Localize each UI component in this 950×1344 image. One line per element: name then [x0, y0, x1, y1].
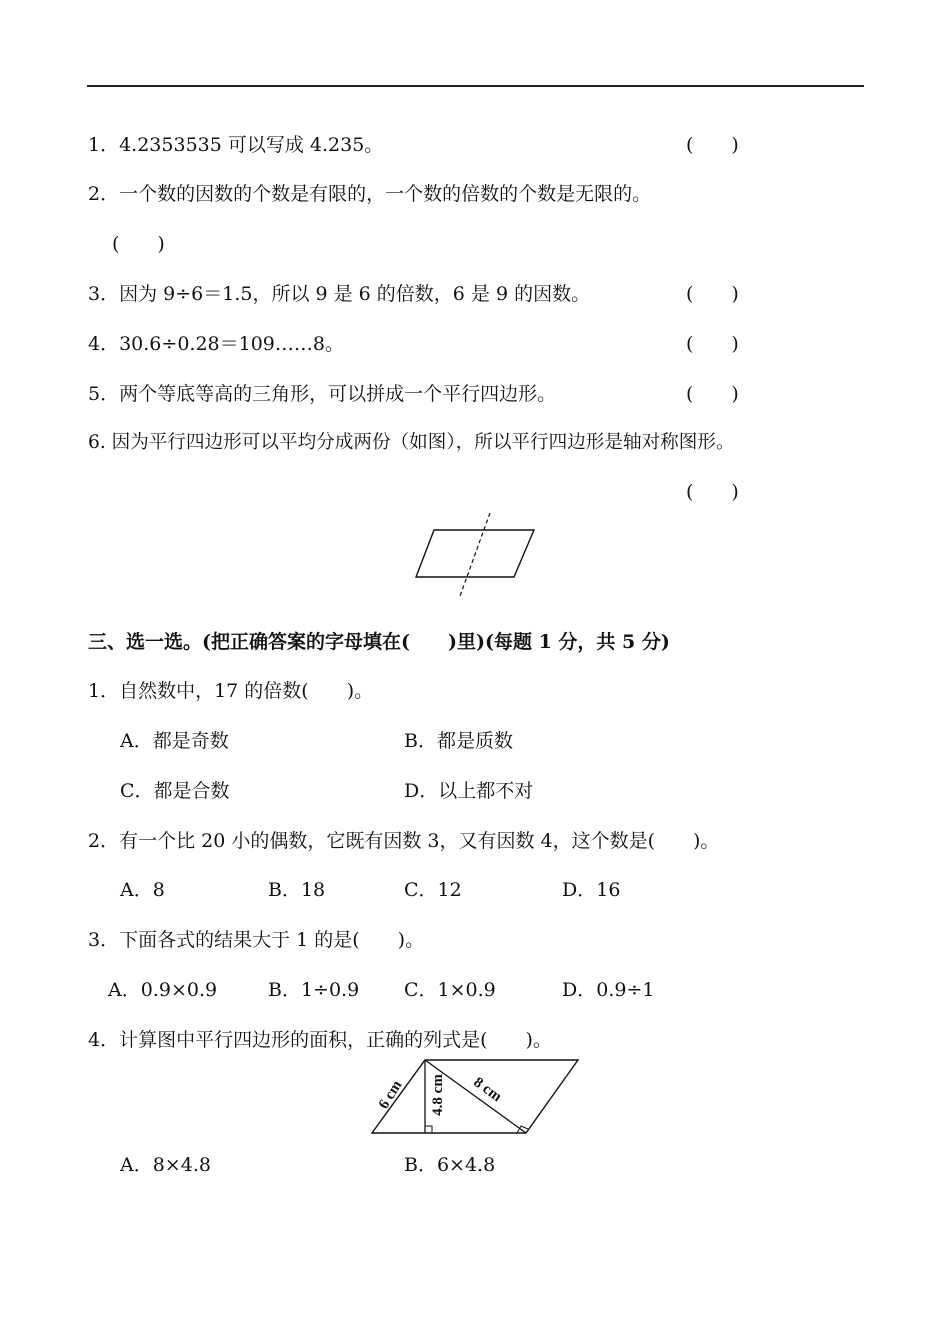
question-2: 2．有一个比 20 小的偶数，它既有因数 3，又有因数 4，这个数是( )。 [88, 830, 720, 852]
q4-option-a[interactable]: A．8×4.8 [120, 1154, 211, 1176]
section-3-title: 三、选一选。(把正确答案的字母填在( )里)(每题 1 分，共 5 分) [88, 631, 670, 653]
q2-option-b[interactable]: B．18 [268, 879, 326, 901]
q1-option-c[interactable]: C．都是合数 [120, 780, 230, 802]
parallelogram-dashed-figure [410, 510, 540, 600]
answer-paren-2[interactable]: ( ) [112, 233, 165, 255]
q2-option-a[interactable]: A．8 [120, 879, 165, 901]
q2-option-c[interactable]: C．12 [404, 879, 462, 901]
question-4: 4．计算图中平行四边形的面积，正确的列式是( )。 [88, 1029, 552, 1051]
header-rule [87, 85, 864, 87]
label-height: 4.8 cm [430, 1074, 446, 1116]
q3-option-a[interactable]: A．0.9×0.9 [108, 979, 218, 1001]
q3-option-c[interactable]: C．1×0.9 [404, 979, 496, 1001]
parallelogram-measure-figure [360, 1055, 590, 1140]
q4-option-b[interactable]: B．6×4.8 [404, 1154, 496, 1176]
answer-paren-1[interactable]: ( ) [686, 134, 739, 156]
q2-option-d[interactable]: D．16 [562, 879, 621, 901]
q1-option-b[interactable]: B．都是质数 [404, 730, 513, 752]
judge-item-6: 6. 因为平行四边形可以平均分成两份（如图），所以平行四边形是轴对称图形。 [88, 432, 735, 453]
label-diagonal: 8 cm [470, 1074, 505, 1106]
label-side: 6 cm [375, 1077, 406, 1113]
q3-option-d[interactable]: D．0.9÷1 [562, 979, 655, 1001]
judge-item-2: 2．一个数的因数的个数是有限的，一个数的倍数的个数是无限的。 [88, 183, 652, 205]
judge-item-1: 1．4.2353535 可以写成 4.235。 [88, 134, 384, 156]
judge-item-4: 4．30.6÷0.28＝109……8。 [88, 333, 344, 355]
right-angle-mark-height [425, 1126, 432, 1133]
q3-option-b[interactable]: B．1÷0.9 [268, 979, 360, 1001]
judge-item-3: 3．因为 9÷6＝1.5，所以 9 是 6 的倍数，6 是 9 的因数。 [88, 283, 591, 305]
dashed-dividing-line [460, 513, 490, 596]
judge-item-5: 5．两个等底等高的三角形，可以拼成一个平行四边形。 [88, 383, 557, 405]
question-1: 1．自然数中，17 的倍数( )。 [88, 680, 374, 702]
answer-paren-5[interactable]: ( ) [686, 383, 739, 405]
q1-option-d[interactable]: D．以上都不对 [404, 780, 534, 802]
question-3: 3．下面各式的结果大于 1 的是( )。 [88, 929, 425, 951]
answer-paren-4[interactable]: ( ) [686, 333, 739, 355]
answer-paren-6[interactable]: ( ) [686, 481, 739, 503]
answer-paren-3[interactable]: ( ) [686, 283, 739, 305]
q1-option-a[interactable]: A．都是奇数 [120, 730, 229, 752]
